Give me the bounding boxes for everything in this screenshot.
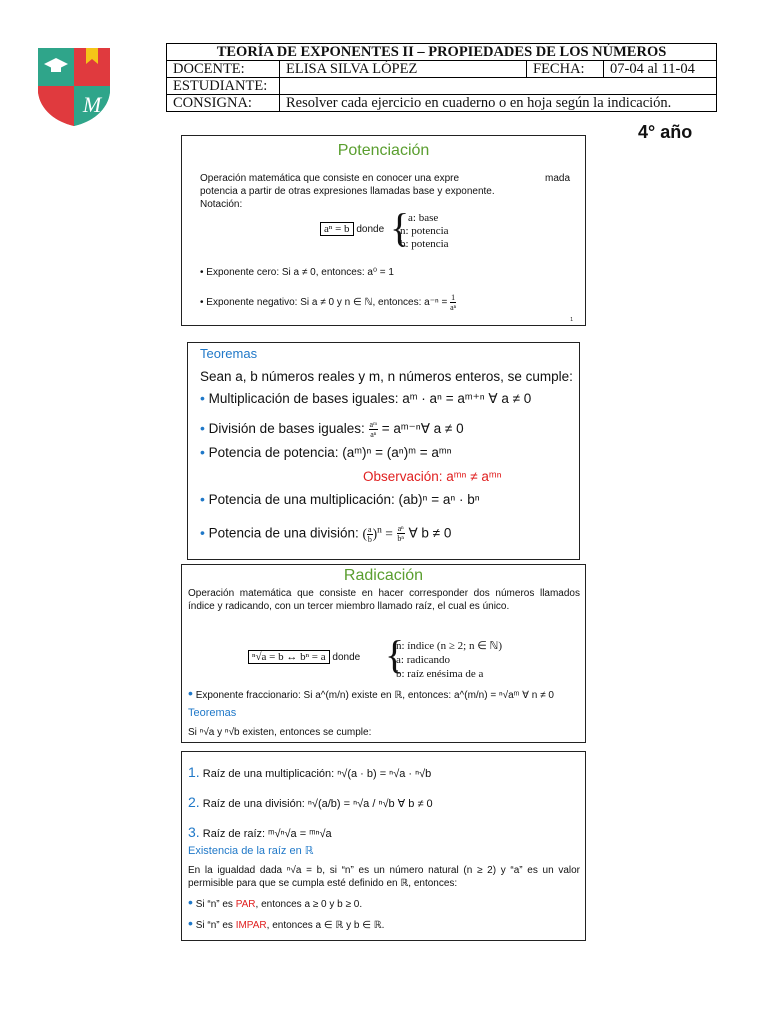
power-formula-box: aⁿ = b	[320, 222, 354, 236]
def-radicand: a: radicando	[396, 654, 451, 666]
condicion-par: • Si “n” es PAR, entonces a ≥ 0 y b ≥ 0.	[188, 894, 363, 910]
raices-box	[181, 751, 586, 941]
def-power: b: potencia	[400, 238, 449, 250]
potenciacion-box	[181, 135, 586, 326]
def-index: n: índice (n ≥ 2; n ∈ ℕ)	[396, 640, 502, 652]
donde-label: donde	[356, 224, 385, 235]
radicacion-existen: Si ⁿ√a y ⁿ√b existen, entonces se cumple:	[188, 727, 372, 738]
brace-icon-rad: {	[385, 632, 405, 677]
radicacion-intro: Operación matemática que consiste en hacer corresponder dos números llamados índice y radicando, con un tercer miembro llamado raíz, el cual es único.	[188, 588, 580, 612]
docente-label: DOCENTE:	[167, 61, 280, 78]
school-crest-logo	[36, 44, 112, 132]
donde-label-rad: donde	[332, 652, 361, 663]
radicacion-box	[181, 564, 586, 743]
teorema-potencia-division: • Potencia de una división: ( $\frac{a}{b}$ )$^n$ = $\frac{\text{aⁿ}}{\text{bⁿ}}$ ∀ b ≠ 0	[200, 524, 452, 544]
page-number: 1	[570, 317, 573, 323]
intro-line1-end: mada	[544, 173, 570, 184]
bullet-exponente-fraccionario: • Exponente fraccionario: Si a^(m/n) existe en ℝ, entonces: a^(m/n) = ⁿ√aᵐ ∀ n ≠ 0	[188, 685, 554, 701]
potenciacion-title: Potenciación	[337, 142, 430, 159]
docente-value: ELISA SILVA LÓPEZ	[280, 61, 527, 78]
teoremas-heading: Teoremas	[200, 346, 258, 361]
teoremas-intro: Sean a, b números reales y m, n números enteros, se cumple:	[200, 369, 573, 384]
radicacion-teoremas-heading: Teoremas	[188, 707, 237, 719]
teorema-potencia-de-potencia: • Potencia de potencia: (aᵐ)ⁿ = (aⁿ)ᵐ = aᵐⁿ	[200, 444, 452, 460]
header-table	[166, 43, 717, 112]
bullet-exponente-cero: • Exponente cero: Si a ≠ 0, entonces: a⁰ = 1	[200, 267, 394, 278]
fecha-value: 07-04 al 11-04	[604, 61, 717, 78]
intro-line2: potencia a partir de otras expresiones llamadas base y exponente.	[200, 186, 495, 197]
consigna-value: Resolver cada ejercicio en cuaderno o en hoja según la indicación.	[280, 95, 717, 112]
def-exponent: n: potencia	[400, 225, 449, 237]
power-definitions	[400, 212, 449, 251]
consigna-label: CONSIGNA:	[167, 95, 280, 112]
root-formula	[248, 651, 360, 663]
teoremas-box	[187, 342, 580, 560]
observacion: Observación: aᵐⁿ ≠ aᵐⁿ	[363, 469, 502, 484]
teorema-multiplicacion: • Multiplicación de bases iguales: aᵐ · aⁿ = aᵐ⁺ⁿ ∀ a ≠ 0	[200, 390, 532, 406]
brace-icon: {	[390, 205, 410, 250]
intro-line1: Operación matemática que consiste en conocer una expre	[200, 173, 460, 184]
raiz-multiplicacion: 1. Raíz de una multiplicación: ⁿ√(a · b) = ⁿ√a · ⁿ√b	[188, 764, 432, 780]
teorema-potencia-multiplicacion: • Potencia de una multiplicación: (ab)ⁿ = aⁿ · bⁿ	[200, 491, 480, 507]
svg-text:M: M	[82, 92, 102, 117]
bullet-exponente-negativo: • Exponente negativo: Si a ≠ 0 y n ∈ ℕ, entonces: a⁻ⁿ = $\frac{1}{\text{aⁿ}}$	[200, 293, 457, 312]
estudiante-label: ESTUDIANTE:	[167, 78, 280, 95]
notacion-label: Notación:	[200, 199, 243, 210]
existencia-heading: Existencia de la raíz en ℝ	[188, 845, 314, 857]
root-definitions	[396, 639, 502, 681]
existencia-parrafo: En la igualdad dada ⁿ√a = b, si “n” es un número natural (n ≥ 2) y “a” es un valor permisible para que se cumpla esté definido en ℝ, entonces:	[188, 865, 580, 889]
fecha-label: FECHA:	[527, 61, 604, 78]
def-base: a: base	[408, 212, 439, 224]
power-formula	[320, 223, 384, 235]
raiz-division: 2. Raíz de una división: ⁿ√(a/b) = ⁿ√a / ⁿ√b ∀ b ≠ 0	[188, 794, 433, 810]
root-formula-box: ⁿ√a = b ↔ bⁿ = a	[248, 650, 330, 664]
def-root: b: raíz enésima de a	[396, 668, 484, 680]
document-title: TEORÍA DE EXPONENTES II – PROPIEDADES DE LOS NÚMEROS	[167, 44, 717, 61]
grade-label: 4° año	[638, 122, 693, 142]
condicion-impar: • Si “n” es IMPAR, entonces a ∈ ℝ y b ∈ ℝ.	[188, 915, 385, 931]
estudiante-field[interactable]	[280, 78, 717, 95]
teorema-division: • División de bases iguales: $\frac{\text{aᵐ}}{\text{aⁿ}}$ = aᵐ⁻ⁿ∀ a ≠ 0	[200, 419, 464, 439]
radicacion-title: Radicación	[343, 567, 424, 584]
raiz-de-raiz: 3. Raíz de raíz: ᵐ√ⁿ√a = ᵐⁿ√a	[188, 824, 332, 840]
